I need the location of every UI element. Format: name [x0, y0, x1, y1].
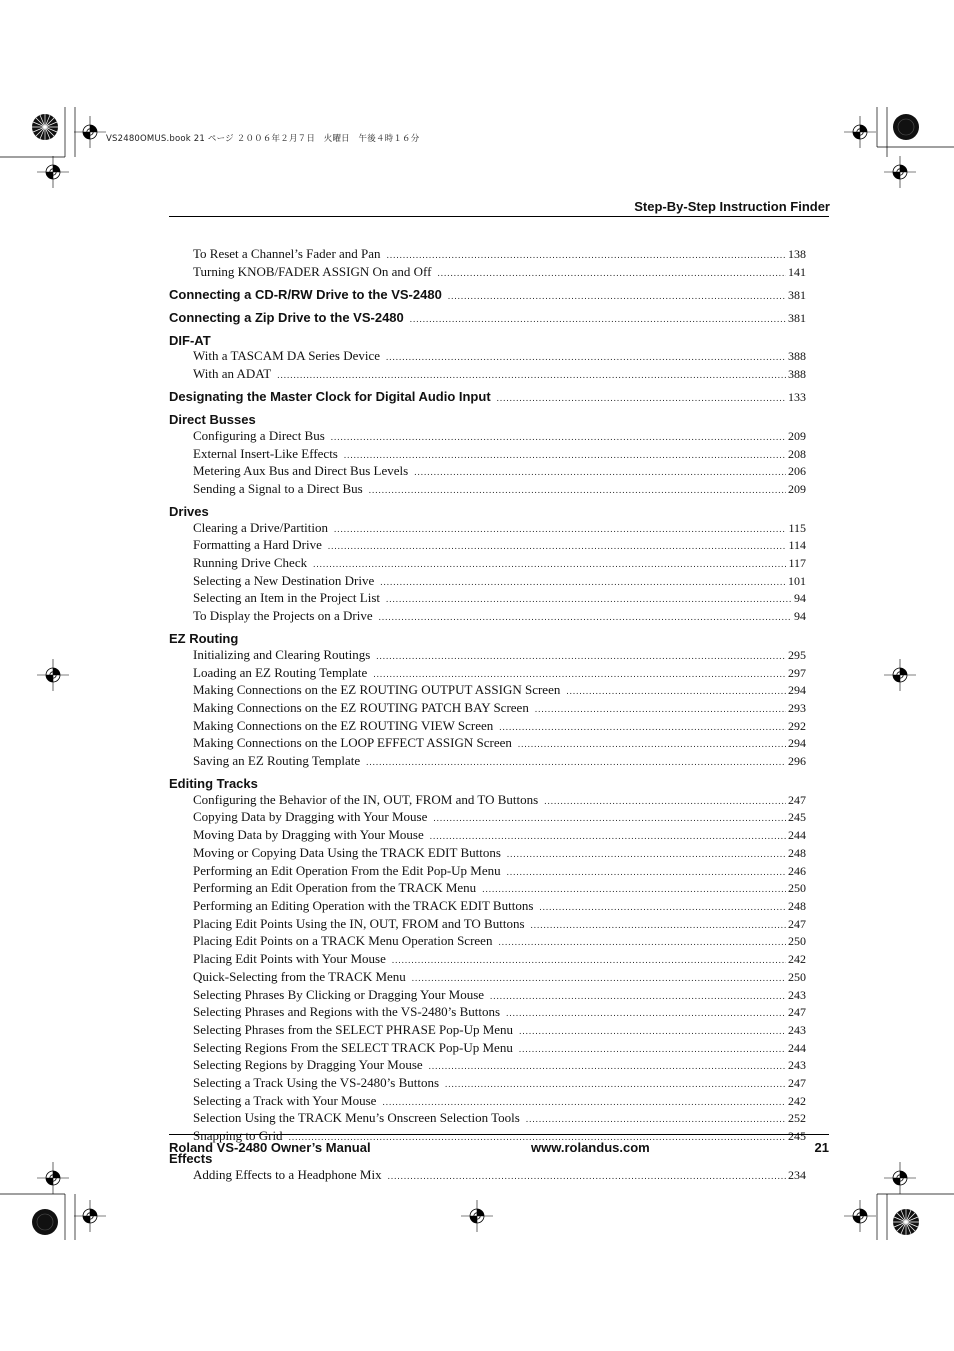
- toc-entry[interactable]: [169, 987, 806, 1005]
- toc-entry[interactable]: [169, 665, 806, 683]
- dot-leader: [380, 575, 786, 591]
- dot-leader: [386, 592, 792, 608]
- dot-leader: [376, 649, 786, 665]
- toc-entry-page: 245: [788, 810, 806, 825]
- dot-leader: [445, 1077, 786, 1093]
- toc-entry-page: 117: [788, 556, 806, 571]
- toc-entry-page: 247: [788, 916, 806, 931]
- toc-entry-page: 295: [788, 647, 806, 662]
- toc-entry[interactable]: [169, 916, 806, 934]
- dot-leader: [414, 465, 786, 481]
- toc-entry-page: 244: [788, 828, 806, 843]
- toc-entry[interactable]: [169, 951, 806, 969]
- toc-section-heading: Editing Tracks: [169, 776, 258, 792]
- toc-entry-page: 293: [788, 700, 806, 715]
- toc-entry-label: Configuring the Behavior of the IN, OUT, FROM and TO Buttons: [193, 791, 539, 807]
- toc-entry[interactable]: [169, 590, 806, 608]
- dot-leader: [379, 610, 792, 626]
- toc-entry-page: 244: [788, 1040, 806, 1055]
- toc-entry[interactable]: [169, 969, 806, 987]
- toc-entry-label: Adding Effects to a Headphone Mix: [193, 1166, 382, 1182]
- toc-entry[interactable]: [169, 1075, 806, 1093]
- toc-entry-page: 209: [788, 428, 806, 443]
- toc-entry-page: 242: [788, 1093, 806, 1108]
- toc-entry[interactable]: [169, 863, 806, 881]
- toc-entry-label: To Display the Projects on a Drive: [193, 608, 373, 624]
- toc-entry[interactable]: [169, 1022, 806, 1040]
- dot-leader: [334, 522, 786, 538]
- toc-entry-label: Placing Edit Points with Your Mouse: [193, 951, 386, 967]
- toc-entry[interactable]: [169, 366, 806, 384]
- toc-entry-page: 243: [788, 1022, 806, 1037]
- toc-entry-label: With a TASCAM DA Series Device: [193, 348, 381, 364]
- toc-entry[interactable]: [169, 1040, 806, 1058]
- dot-leader: [313, 557, 786, 573]
- toc-entry-label: Selecting a Track with Your Mouse: [193, 1092, 377, 1108]
- toc-entry-page: 243: [788, 987, 806, 1002]
- dot-leader: [437, 266, 786, 282]
- dot-leader: [277, 368, 786, 384]
- toc-entry-label: Designating the Master Clock for Digital Audio Input: [169, 389, 491, 405]
- toc-entry[interactable]: [169, 647, 806, 665]
- dot-leader: [387, 248, 786, 264]
- toc-entry-page: 246: [788, 863, 806, 878]
- toc-entry-label: Snapping to Grid: [193, 1128, 283, 1144]
- toc-entry-page: 208: [788, 446, 806, 461]
- toc-entry[interactable]: [169, 246, 806, 264]
- toc-entry[interactable]: [169, 348, 806, 366]
- dot-leader: [373, 667, 786, 683]
- dot-leader: [410, 312, 786, 328]
- toc-entry-page: 101: [788, 573, 806, 588]
- toc-entry[interactable]: [169, 753, 806, 771]
- toc-entry[interactable]: [169, 608, 806, 626]
- dot-leader: [482, 882, 786, 898]
- toc-entry-page: 248: [788, 898, 806, 913]
- toc-entry-page: 248: [788, 845, 806, 860]
- toc-entry-page: 234: [788, 1167, 806, 1182]
- manual-title: Roland VS-2480 Owner’s Manual: [169, 1140, 371, 1155]
- toc-entry-label: Placing Edit Points on a TRACK Menu Operation Screen: [193, 933, 493, 949]
- toc-entry-label: Sending a Signal to a Direct Bus: [193, 480, 363, 496]
- toc-entry-label: Running Drive Check: [193, 555, 308, 571]
- toc-entry-label: Selecting Regions by Dragging Your Mouse: [193, 1057, 423, 1073]
- toc-entry[interactable]: [169, 481, 806, 499]
- toc-section-heading: EZ Routing: [169, 631, 239, 647]
- toc-entry-page: 209: [788, 481, 806, 496]
- toc-entry[interactable]: [169, 463, 806, 481]
- dot-leader: [566, 684, 786, 700]
- dot-leader: [448, 289, 786, 305]
- toc-entry[interactable]: [169, 1057, 806, 1075]
- toc-entry-page: 252: [788, 1111, 806, 1126]
- toc-entry-label: Selecting Phrases from the SELECT PHRASE Pop-Up Menu: [193, 1021, 514, 1037]
- toc-entry[interactable]: [169, 880, 806, 898]
- toc-entry-label: Performing an Edit Operation From the Edit Pop-Up Menu: [193, 862, 501, 878]
- dot-leader: [498, 935, 786, 951]
- dot-leader: [412, 971, 786, 987]
- toc-entry-label: Clearing a Drive/Partition: [193, 519, 329, 535]
- toc-section-heading: Drives: [169, 503, 209, 519]
- dot-leader: [507, 865, 786, 881]
- dot-leader: [519, 1042, 786, 1058]
- toc-topic-entry[interactable]: [169, 310, 806, 328]
- toc-entry[interactable]: [169, 1167, 806, 1185]
- toc-entry-page: 297: [788, 665, 806, 680]
- toc-entry-label: Making Connections on the EZ ROUTING OUTPUT ASSIGN Screen: [193, 682, 561, 698]
- toc-entry-page: 296: [788, 754, 806, 769]
- toc-entry-label: Moving Data by Dragging with Your Mouse: [193, 827, 424, 843]
- dot-leader: [544, 794, 786, 810]
- toc-entry-page: 94: [794, 609, 806, 624]
- toc-entry[interactable]: [169, 718, 806, 736]
- dot-leader: [388, 1169, 786, 1185]
- toc-entry-page: 245: [788, 1129, 806, 1144]
- toc-entry-page: 292: [788, 718, 806, 733]
- toc-entry[interactable]: [169, 1004, 806, 1022]
- toc-entry[interactable]: [169, 537, 806, 555]
- toc-entry-page: 243: [788, 1058, 806, 1073]
- toc-entry-label: Saving an EZ Routing Template: [193, 753, 361, 769]
- toc-entry-page: 381: [788, 310, 806, 325]
- dot-leader: [531, 918, 786, 934]
- running-header: Step-By-Step Instruction Finder: [634, 199, 830, 214]
- toc-entry-label: Selecting Phrases By Clicking or Dragging Your Mouse: [193, 986, 485, 1002]
- toc-entry-label: Formatting a Hard Drive: [193, 537, 322, 553]
- toc-topic-entry[interactable]: [169, 287, 806, 305]
- book-meta-line: VS2480OMUS.book 21 ページ ２００６年２月７日 火曜日 午後４時１６分: [106, 134, 420, 144]
- toc-entry[interactable]: [169, 809, 806, 827]
- toc-entry-label: Configuring a Direct Bus: [193, 427, 325, 443]
- toc-entry-label: Selecting Regions From the SELECT TRACK Pop-Up Menu: [193, 1039, 513, 1055]
- toc-section-heading: Effects: [169, 1151, 213, 1167]
- toc-entry-label: Moving or Copying Data Using the TRACK EDIT Buttons: [193, 844, 501, 860]
- dot-leader: [499, 720, 786, 736]
- toc-entry-label: Performing an Edit Operation from the TRACK Menu: [193, 880, 477, 896]
- toc-entry-label: Metering Aux Bus and Direct Bus Levels: [193, 463, 409, 479]
- toc-entry-page: 114: [788, 538, 806, 553]
- toc-entry-page: 115: [788, 520, 806, 535]
- dot-leader: [344, 448, 786, 464]
- toc-entry-label: Turning KNOB/FADER ASSIGN On and Off: [193, 263, 432, 279]
- toc-entry[interactable]: [169, 555, 806, 573]
- dot-leader: [506, 1006, 786, 1022]
- toc-entry-label: Performing an Editing Operation with the TRACK EDIT Buttons: [193, 897, 534, 913]
- toc-entry-page: 247: [788, 792, 806, 807]
- toc-entry-page: 242: [788, 952, 806, 967]
- toc-entry[interactable]: [169, 682, 806, 700]
- dot-leader: [519, 1024, 786, 1040]
- toc-entry-page: 141: [788, 264, 806, 279]
- toc-entry-label: To Reset a Channel’s Fader and Pan: [193, 246, 381, 261]
- dot-leader: [518, 737, 786, 753]
- toc-entry[interactable]: [169, 1110, 806, 1128]
- toc-entry-page: 294: [788, 683, 806, 698]
- toc-entry-page: 247: [788, 1005, 806, 1020]
- toc-entry-label: Connecting a Zip Drive to the VS-2480: [169, 309, 404, 325]
- toc-entry-page: 247: [788, 1076, 806, 1091]
- dot-leader: [539, 900, 786, 916]
- toc-entry-label: Loading an EZ Routing Template: [193, 664, 368, 680]
- dot-leader: [386, 350, 786, 366]
- toc-entry-page: 206: [788, 464, 806, 479]
- toc-entry-page: 250: [788, 969, 806, 984]
- toc-list: [169, 246, 806, 1185]
- toc-entry[interactable]: [169, 573, 806, 591]
- toc-entry[interactable]: [169, 898, 806, 916]
- toc-entry-label: Making Connections on the EZ ROUTING VIEW Screen: [193, 717, 494, 733]
- toc-entry-label: Selection Using the TRACK Menu’s Onscreen Selection Tools: [193, 1110, 520, 1126]
- dot-leader: [429, 1059, 786, 1075]
- toc-entry-page: 138: [788, 247, 806, 261]
- dot-leader: [369, 483, 786, 499]
- toc-entry-page: 388: [788, 367, 806, 382]
- toc-entry-label: Connecting a CD-R/RW Drive to the VS-2480: [169, 286, 442, 302]
- toc-entry[interactable]: [169, 845, 806, 863]
- toc-entry-page: 250: [788, 934, 806, 949]
- toc-entry-page: 381: [788, 287, 806, 302]
- dot-leader: [507, 847, 786, 863]
- dot-leader: [430, 829, 786, 845]
- toc-entry-label: Making Connections on the LOOP EFFECT ASSIGN Screen: [193, 735, 512, 751]
- toc-entry-page: 133: [788, 390, 806, 405]
- toc-entry[interactable]: [169, 735, 806, 753]
- toc-entry-label: Placing Edit Points Using the IN, OUT, FROM and TO Buttons: [193, 915, 525, 931]
- toc-entry-page: 388: [788, 349, 806, 364]
- dot-leader: [366, 755, 786, 771]
- toc-entry[interactable]: [169, 428, 806, 446]
- dot-leader: [497, 391, 786, 407]
- dot-leader: [392, 953, 786, 969]
- toc-entry[interactable]: [169, 827, 806, 845]
- toc-entry-label: Quick-Selecting from the TRACK Menu: [193, 968, 406, 984]
- toc-entry-page: 250: [788, 881, 806, 896]
- toc-entry-page: 294: [788, 736, 806, 751]
- dot-leader: [535, 702, 786, 718]
- toc-entry[interactable]: [169, 446, 806, 464]
- toc-entry-label: Making Connections on the EZ ROUTING PATCH BAY Screen: [193, 699, 529, 715]
- toc-entry[interactable]: [169, 520, 806, 538]
- toc-section-heading: DIF-AT: [169, 332, 211, 348]
- toc-entry-label: Initializing and Clearing Routings: [193, 646, 371, 662]
- toc-entry-label: Selecting Phrases and Regions with the VS-2480’s Buttons: [193, 1004, 501, 1020]
- toc-entry[interactable]: [169, 264, 806, 282]
- toc-entry[interactable]: [169, 933, 806, 951]
- dot-leader: [328, 539, 787, 555]
- toc-topic-entry[interactable]: [169, 389, 806, 407]
- toc-entry[interactable]: [169, 1093, 806, 1111]
- dot-leader: [433, 811, 786, 827]
- toc-entry-label: Selecting a Track Using the VS-2480’s Buttons: [193, 1075, 440, 1091]
- toc-entry-label: Selecting a New Destination Drive: [193, 572, 375, 588]
- dot-leader: [526, 1112, 786, 1128]
- toc-section-heading: Direct Busses: [169, 412, 256, 428]
- toc-entry-label: Copying Data by Dragging with Your Mouse: [193, 809, 428, 825]
- dot-leader: [382, 1095, 786, 1111]
- page-number: 21: [814, 1140, 829, 1155]
- toc-entry-label: Selecting an Item in the Project List: [193, 590, 381, 606]
- header-rule: [169, 216, 829, 217]
- toc-entry-label: External Insert-Like Effects: [193, 445, 338, 461]
- dot-leader: [490, 989, 786, 1005]
- dot-leader: [331, 430, 786, 446]
- toc-entry[interactable]: [169, 792, 806, 810]
- toc-entry-label: With an ADAT: [193, 366, 272, 382]
- footer-rule: [169, 1134, 829, 1135]
- website-link: www.rolandus.com: [531, 1140, 650, 1155]
- toc-entry-page: 94: [794, 591, 806, 606]
- toc-entry[interactable]: [169, 700, 806, 718]
